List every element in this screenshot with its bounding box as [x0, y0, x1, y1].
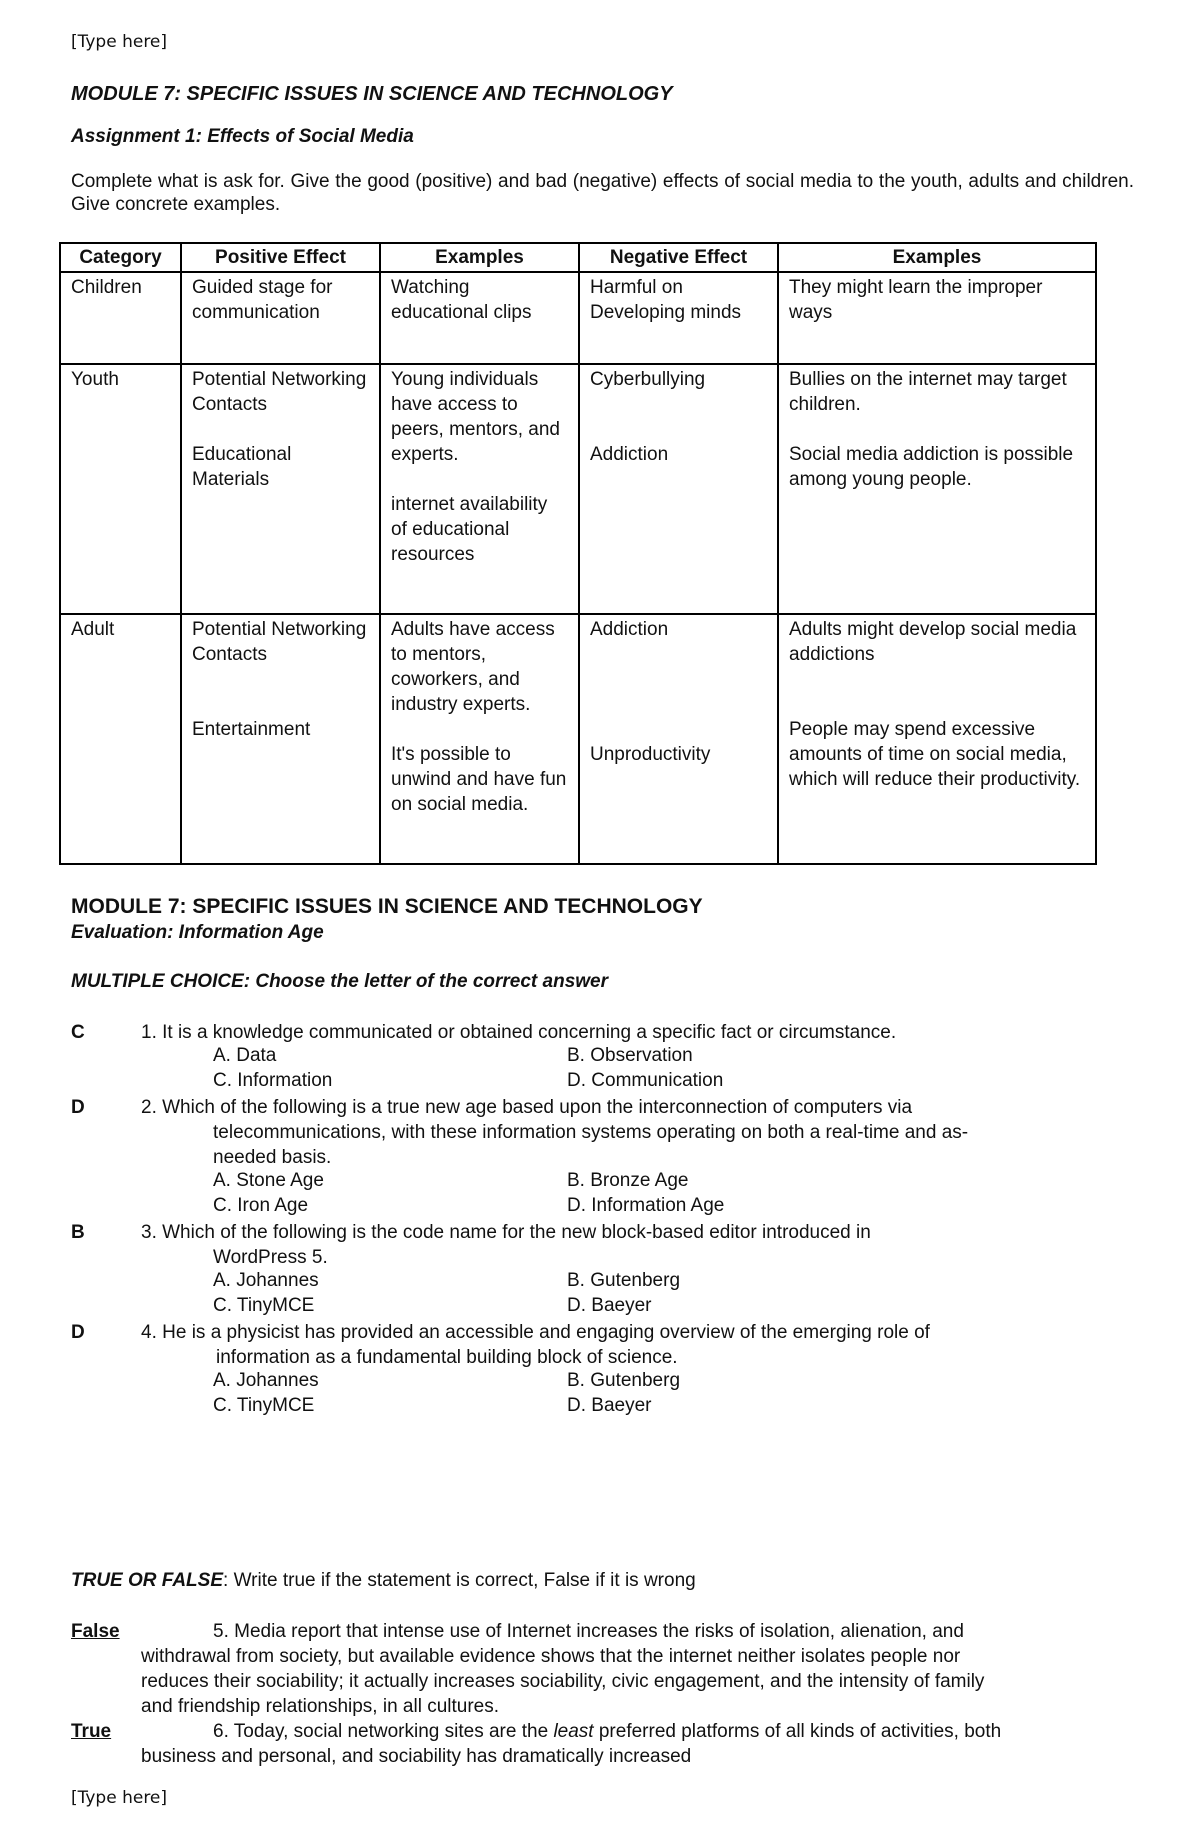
header-placeholder: [Type here]	[71, 32, 168, 52]
question-text: 2. Which of the following is a true new age based upon the interconnection of computers via	[141, 1097, 913, 1118]
option-d: D. Communication	[567, 1070, 724, 1091]
tf-label: TRUE OR FALSE	[71, 1570, 224, 1591]
option-b: B. Gutenberg	[567, 1370, 681, 1391]
question-text: 1. It is a knowledge communicated or obtained concerning a specific fact or circumstance.	[141, 1022, 897, 1043]
option-c: C. TinyMCE	[213, 1295, 315, 1316]
evaluation-subtitle: Evaluation: Information Age	[71, 922, 324, 943]
cell-category: Youth	[60, 364, 181, 614]
table-row	[60, 364, 1096, 614]
module-title: MODULE 7: SPECIFIC ISSUES IN SCIENCE AND TECHNOLOGY	[71, 83, 673, 105]
option-c: C. Iron Age	[213, 1195, 309, 1216]
question-text-continued: information as a fundamental building block of science.	[216, 1347, 678, 1368]
assignment-title: Assignment 1: Effects of Social Media	[71, 126, 414, 147]
tf-statement-continued: withdrawal from society, but available evidence shows that the internet neither isolates people nor	[141, 1646, 961, 1667]
tf-statement: 6. Today, social networking sites are the least preferred platforms of all kinds of activities, both	[213, 1721, 1002, 1742]
mc-instructions: MULTIPLE CHOICE: Choose the letter of the correct answer	[71, 971, 609, 992]
cell-neg-examples: Adults might develop social media addictions People may spend excessive amounts of time on social media, which will reduce their productivity.	[778, 614, 1096, 864]
option-a: A. Johannes	[213, 1270, 319, 1291]
table-row	[60, 614, 1096, 864]
tf-statement: 5. Media report that intense use of Internet increases the risks of isolation, alienation, and	[213, 1621, 964, 1642]
question-text-continued: needed basis.	[213, 1147, 332, 1168]
option-a: A. Data	[213, 1045, 277, 1066]
answer-letter: B	[71, 1222, 85, 1243]
option-c: C. Information	[213, 1070, 333, 1091]
effects-table	[59, 242, 1097, 865]
table-header-row	[60, 243, 1096, 272]
table-row	[60, 272, 1096, 364]
cell-positive: Potential Networking Contacts Entertainment	[181, 614, 380, 864]
option-b: B. Bronze Age	[567, 1170, 689, 1191]
option-b: B. Observation	[567, 1045, 693, 1066]
tf-instructions-line	[71, 1568, 696, 1593]
option-a: A. Johannes	[213, 1370, 319, 1391]
evaluation-module-title: MODULE 7: SPECIFIC ISSUES IN SCIENCE AND TECHNOLOGY	[71, 895, 703, 918]
header-negative-effect: Negative Effect	[579, 243, 778, 272]
cell-pos-examples: Adults have access to mentors, coworkers, and industry experts. It's possible to unwind and have fun on social media.	[380, 614, 579, 864]
option-c: C. TinyMCE	[213, 1395, 315, 1416]
tf-statement-continued: business and personal, and sociability has dramatically increased	[141, 1746, 692, 1767]
answer-letter: D	[71, 1097, 85, 1118]
cell-negative: Cyberbullying Addiction	[579, 364, 778, 614]
tf-answer: False	[71, 1621, 120, 1642]
option-a: A. Stone Age	[213, 1170, 324, 1191]
cell-category: Children	[60, 272, 181, 364]
cell-positive: Potential Networking Contacts Educational Materials	[181, 364, 380, 614]
tf-statement-continued: and friendship relationships, in all cultures.	[141, 1696, 500, 1717]
cell-negative: Harmful on Developing minds	[579, 272, 778, 364]
question-text: 4. He is a physicist has provided an accessible and engaging overview of the emerging role of	[141, 1322, 930, 1343]
question-text: 3. Which of the following is the code name for the new block-based editor introduced in	[141, 1222, 871, 1243]
instructions: Complete what is ask for. Give the good (positive) and bad (negative) effects of social media to the youth, adults and children. Give concrete examples.	[71, 171, 1134, 215]
cell-neg-examples: They might learn the improper ways	[778, 272, 1096, 364]
tf-statement-continued: reduces their sociability; it actually increases sociability, civic engagement, and the intensity of family	[141, 1671, 985, 1692]
option-d: D. Information Age	[567, 1195, 725, 1216]
answer-letter: D	[71, 1322, 85, 1343]
header-examples: Examples	[380, 243, 579, 272]
option-b: B. Gutenberg	[567, 1270, 681, 1291]
cell-positive: Guided stage for communication	[181, 272, 380, 364]
option-d: D. Baeyer	[567, 1295, 652, 1316]
emphasis-least: least	[553, 1721, 594, 1742]
cell-negative: Addiction Unproductivity	[579, 614, 778, 864]
header-category: Category	[60, 243, 181, 272]
question-text-continued: WordPress 5.	[213, 1247, 328, 1268]
cell-pos-examples: Young individuals have access to peers, mentors, and experts. internet availability of educational resources	[380, 364, 579, 614]
answer-letter: C	[71, 1022, 85, 1043]
header-positive-effect: Positive Effect	[181, 243, 380, 272]
question-text-continued: telecommunications, with these information systems operating on both a real-time and as-	[213, 1122, 969, 1143]
footer-placeholder: [Type here]	[71, 1788, 168, 1808]
cell-category: Adult	[60, 614, 181, 864]
cell-neg-examples: Bullies on the internet may target children. Social media addiction is possible among young people.	[778, 364, 1096, 614]
tf-answer: True	[71, 1721, 112, 1742]
cell-pos-examples: Watching educational clips	[380, 272, 579, 364]
option-d: D. Baeyer	[567, 1395, 652, 1416]
header-examples: Examples	[778, 243, 1096, 272]
tf-instructions: : Write true if the statement is correct, False if it is wrong	[223, 1570, 696, 1591]
